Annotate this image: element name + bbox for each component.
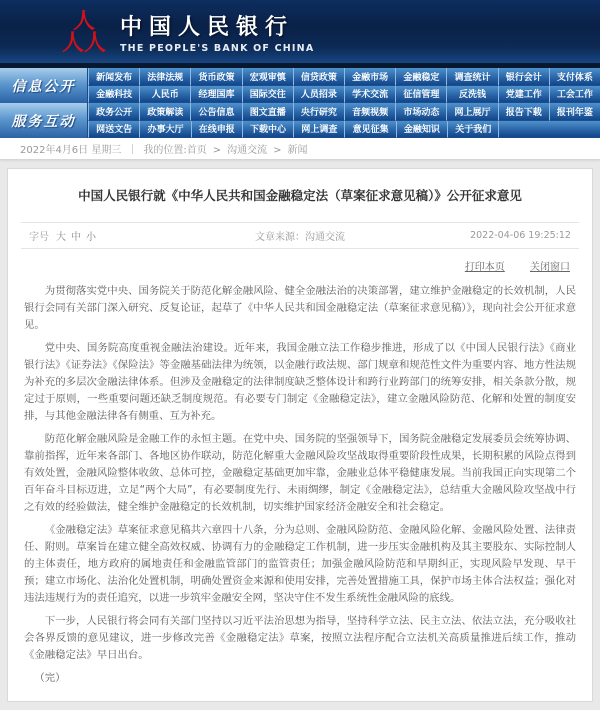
nav-item[interactable]: 法律法规 bbox=[139, 68, 190, 86]
nav-item[interactable]: 意见征集 bbox=[344, 121, 395, 139]
breadcrumb-link[interactable]: 沟通交流 bbox=[227, 145, 268, 156]
article-end-mark: （完） bbox=[34, 672, 66, 684]
header-banner bbox=[0, 0, 600, 68]
nav-rows bbox=[88, 68, 600, 103]
nav-item[interactable]: 办事大厅 bbox=[139, 121, 190, 139]
font-size-option-大[interactable]: 大 bbox=[56, 232, 66, 243]
font-size-label: 字号 bbox=[29, 232, 49, 243]
source-label: 文章来源： bbox=[254, 232, 305, 243]
nav-item[interactable]: 金融科技 bbox=[88, 86, 139, 104]
breadcrumb-arrow: > bbox=[212, 145, 222, 156]
nav-group-label[interactable]: 服务互动 bbox=[0, 103, 88, 138]
nav-item[interactable]: 网送文告 bbox=[88, 121, 139, 139]
nav-item[interactable]: 金融市场 bbox=[344, 68, 395, 86]
article-body bbox=[24, 283, 576, 687]
breadcrumb-home-link[interactable]: 我的位置:首页 bbox=[143, 145, 207, 156]
nav-item[interactable]: 人民币 bbox=[139, 86, 190, 104]
font-size-control bbox=[29, 228, 188, 243]
nav-rows bbox=[88, 103, 600, 138]
svg-text:人: 人 bbox=[72, 9, 96, 34]
nav-item[interactable]: 报告下载 bbox=[498, 103, 549, 121]
main-nav bbox=[0, 68, 600, 138]
article-paragraph: 《金融稳定法》草案征求意见稿共六章四十八条，分为总则、金融风险防范、金融风险化解、金融风险处置、法律责任、附则。草案旨在建立健全高效权威、协调有力的金融稳定工作机制，进一步压实金融机构及其主要股东、实际控制人的主体责任，地方政府的属地责任和金融监管部门的监管责任；加强金融风险防范和早期纠正，实现风险早发现、早干预；建立市场化、法治化处置机制，明确处置资金来源和使用安排，完善处置措施工具，保护市场主体合法权益；强化对违法违规行为的责任追究，以进一步筑牢金融安全网，坚决守住不发生系统性金融风险的底线。 bbox=[24, 524, 576, 604]
nav-group-1 bbox=[0, 68, 600, 103]
nav-row bbox=[88, 103, 600, 121]
nav-item[interactable]: 报刊年鉴 bbox=[549, 103, 600, 121]
breadcrumb-path bbox=[213, 141, 314, 156]
nav-item[interactable]: 政务公开 bbox=[88, 103, 139, 121]
nav-group-label[interactable]: 信息公开 bbox=[0, 68, 88, 103]
nav-filler bbox=[498, 121, 600, 139]
nav-item[interactable]: 公告信息 bbox=[190, 103, 241, 121]
svg-text:人: 人 bbox=[62, 30, 85, 54]
article-actions bbox=[8, 249, 592, 275]
nav-item[interactable]: 金融稳定 bbox=[395, 68, 446, 86]
nav-item[interactable]: 信贷政策 bbox=[293, 68, 344, 86]
nav-item[interactable]: 市场动态 bbox=[395, 103, 446, 121]
nav-item[interactable]: 征信管理 bbox=[395, 86, 446, 104]
nav-item[interactable]: 网上展厅 bbox=[446, 103, 497, 121]
bank-title-cn: 中国人民银行 bbox=[120, 13, 295, 40]
breadcrumb-date: 2022年4月6日 星期三 bbox=[20, 145, 122, 156]
nav-item[interactable]: 音频视频 bbox=[344, 103, 395, 121]
nav-item[interactable]: 下载中心 bbox=[242, 121, 293, 139]
nav-item[interactable]: 国际交往 bbox=[242, 86, 293, 104]
print-page-link[interactable]: 打印本页 bbox=[464, 262, 505, 273]
nav-item[interactable]: 支付体系 bbox=[549, 68, 600, 86]
nav-item[interactable]: 货币政策 bbox=[190, 68, 241, 86]
article-title: 中国人民银行就《中华人民共和国金融稳定法（草案征求意见稿）》公开征求意见 bbox=[78, 188, 522, 203]
font-size-buttons bbox=[56, 228, 101, 243]
article-source bbox=[188, 228, 411, 243]
article-meta-row bbox=[21, 222, 579, 249]
nav-item[interactable]: 金融知识 bbox=[396, 121, 447, 139]
source-value: 沟通交流 bbox=[304, 232, 345, 243]
nav-row bbox=[88, 68, 600, 86]
nav-item[interactable]: 央行研究 bbox=[293, 103, 344, 121]
bank-title-block bbox=[120, 10, 314, 54]
nav-item[interactable]: 政策解读 bbox=[139, 103, 190, 121]
bank-title-en: THE PEOPLE'S BANK OF CHINA bbox=[120, 42, 315, 54]
nav-item[interactable]: 银行会计 bbox=[498, 68, 549, 86]
font-size-option-中[interactable]: 中 bbox=[71, 232, 81, 243]
pboc-logo-icon bbox=[62, 10, 106, 54]
nav-item[interactable]: 经理国库 bbox=[190, 86, 241, 104]
nav-item[interactable]: 党建工作 bbox=[498, 86, 549, 104]
nav-item[interactable]: 学术交流 bbox=[344, 86, 395, 104]
breadcrumb bbox=[0, 138, 600, 160]
nav-item[interactable]: 调查统计 bbox=[446, 68, 497, 86]
nav-item[interactable]: 在线申报 bbox=[191, 121, 242, 139]
article-paragraph: 党中央、国务院高度重视金融法治建设。近年来，我国金融立法工作稳步推进，形成了以《中国人民银行法》《商业银行法》《证券法》《保险法》等金融基础法律为统领，以金融行政法规、部门规章和规范性文件为重要内容、地方性法规为补充的多层次金融法律体系。但涉及金融稳定的法律制度缺乏整体设计和跨行业跨部门的统筹安排，相关条款分散，规定过于原则，一些重要问题还缺乏制度规范。有必要专门制定《金融稳定法》，建立金融风险防范、化解和处置的制度安排，与其他金融法律各有侧重、互为补充。 bbox=[24, 342, 576, 422]
nav-group-2 bbox=[0, 103, 600, 138]
svg-text:人: 人 bbox=[83, 30, 106, 54]
nav-item[interactable]: 人员招录 bbox=[293, 86, 344, 104]
nav-item[interactable]: 关于我们 bbox=[447, 121, 498, 139]
article-card bbox=[7, 168, 593, 702]
nav-item[interactable]: 工会工作 bbox=[549, 86, 600, 104]
nav-item[interactable]: 宏观审慎 bbox=[242, 68, 293, 86]
close-window-link[interactable]: 关闭窗口 bbox=[530, 262, 570, 273]
breadcrumb-divider: ｜ bbox=[127, 145, 138, 156]
nav-item[interactable]: 网上调查 bbox=[293, 121, 344, 139]
nav-item[interactable]: 新闻发布 bbox=[88, 68, 139, 86]
nav-item[interactable]: 反洗钱 bbox=[446, 86, 497, 104]
nav-item[interactable]: 图文直播 bbox=[242, 103, 293, 121]
breadcrumb-link[interactable]: 新闻 bbox=[287, 145, 308, 156]
nav-row bbox=[88, 121, 600, 139]
article-paragraph: 为贯彻落实党中央、国务院关于防范化解金融风险、健全金融法治的决策部署，建立维护金融稳定的长效机制，人民银行会同有关部门深入研究、反复论证，起草了《中华人民共和国金融稳定法（草案征求意见稿）》，现向社会公开征求意见。 bbox=[24, 285, 576, 331]
nav-row bbox=[88, 86, 600, 104]
article-datetime: 2022-04-06 19:25:12 bbox=[470, 230, 571, 241]
breadcrumb-arrow: > bbox=[273, 145, 282, 156]
article-paragraph: 下一步，人民银行将会同有关部门坚持以习近平法治思想为指导，坚持科学立法、民主立法、依法立法，充分吸收社会各界反馈的意见建议，进一步修改完善《金融稳定法》草案，按照立法程序配合立法机关高质量推进后续工作，推动《金融稳定法》早日出台。 bbox=[24, 615, 576, 661]
font-size-option-小[interactable]: 小 bbox=[86, 232, 96, 243]
article-paragraph: 防范化解金融风险是金融工作的永恒主题。在党中央、国务院的坚强领导下，国务院金融稳定发展委员会统筹协调、靠前指挥，近年来各部门、各地区协作联动，防范化解重大金融风险攻坚战取得重要阶段性成果，长期积累的风险点得到有效处置，金融风险整体收敛、总体可控，金融稳定基础更加牢靠，金融业总体平稳健康发展。当前我国正向实现第二个百年奋斗目标迈进，立足“两个大局”，有必要制度先行、未雨绸缪，制定《金融稳定法》，总结重大金融风险攻坚战中行之有效的经验做法，健全维护金融稳定的长效机制，切实维护国家经济金融安全和社会稳定。 bbox=[24, 433, 576, 513]
